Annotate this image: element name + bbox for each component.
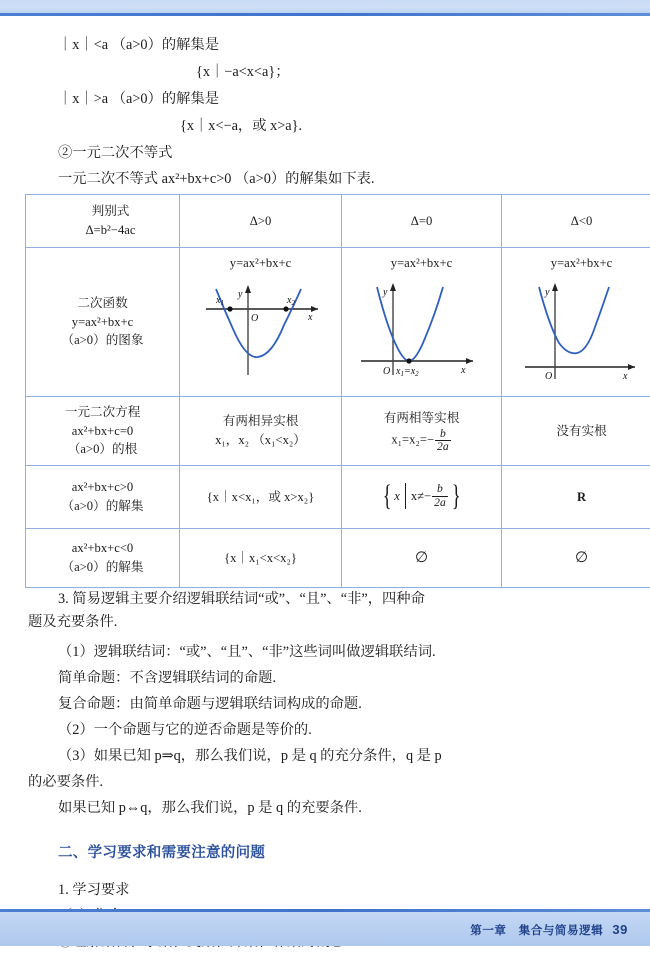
- cell-roots-delta-negative: 没有实根: [502, 397, 650, 466]
- label-quadratic-function-l2: y=ax²+bx+c: [28, 313, 177, 332]
- graph-equation-3: y=ax²+bx+c: [502, 254, 650, 273]
- label-y-axis-1: y: [237, 289, 243, 300]
- label-solution-gt-l2: （a>0）的解集: [28, 497, 177, 516]
- graph-equation-2: y=ax²+bx+c: [342, 254, 501, 273]
- root-point-double: [406, 358, 411, 363]
- label-x2: $x_2$: [286, 295, 295, 307]
- parabola-curve-2: [377, 287, 443, 361]
- label-origin-3: O: [545, 371, 552, 382]
- section-2-sub-1: 1. 学习要求: [58, 879, 129, 902]
- roots-equal-formula: [344, 428, 499, 453]
- intro-line-abs-lt: ｜x｜<a （a>0）的解集是: [58, 34, 219, 57]
- label-solution-lt-l1: ax²+bx+c<0: [28, 539, 177, 558]
- cell-solution-lt-negative: ∅: [502, 529, 650, 588]
- logic-p3-line2: 题及充要条件.: [28, 611, 628, 634]
- left-brace-icon: {: [383, 484, 392, 508]
- header-delta-positive: Δ>0: [180, 195, 342, 248]
- label-solution-gt-l1: ax²+bx+c>0: [28, 478, 177, 497]
- logic-paragraph-3: [28, 588, 628, 634]
- logic-item-1: （1）逻辑联结词：“或”、“且”、“非”这些词叫做逻辑联结词.: [58, 641, 436, 664]
- set-divider-bar: [405, 483, 406, 509]
- row-label-solution-gt: [26, 466, 180, 529]
- label-x1: $x_1$: [215, 295, 224, 307]
- root-point-x1: [227, 306, 232, 311]
- roots-distinct-formula: x₁，x₂ （x₁<x₂）: [182, 431, 339, 450]
- intro-quadratic-inequality-label: ②一元二次不等式: [58, 142, 172, 165]
- label-origin-1: O: [251, 313, 258, 324]
- fraction-numerator-b: b: [435, 428, 451, 441]
- logic-simple-proposition: 简单命题：不含逻辑联结词的命题.: [58, 667, 276, 690]
- x-axis-arrow-3: [628, 364, 635, 370]
- label-quadratic-function-l1: 二次函数: [28, 294, 177, 313]
- roots-equal-text: 有两相等实根: [344, 409, 499, 428]
- intro-table-lead-in: 一元二次不等式 ax²+bx+c>0 （a>0）的解集如下表.: [58, 168, 375, 191]
- cell-solution-gt-zero: [342, 466, 502, 529]
- label-origin-2: O: [383, 366, 390, 377]
- footer-chapter-title: 第一章 集合与简易逻辑: [470, 925, 603, 937]
- table-row-solution-lt: [26, 529, 650, 588]
- set-condition-prefix: x≠−: [411, 487, 431, 506]
- label-solution-lt-l2: （a>0）的解集: [28, 558, 177, 577]
- cell-solution-lt-positive: {x｜x₁<x<x₂}: [180, 529, 342, 588]
- parabola-graph-no-roots: [507, 275, 650, 383]
- cell-roots-delta-zero: [342, 397, 502, 466]
- header-discriminant-cell: [26, 195, 180, 248]
- logic-item-3-line3: 如果已知 p⇔q，那么我们说，p 是 q 的充要条件.: [58, 797, 362, 820]
- header-delta-zero: Δ=0: [342, 195, 502, 248]
- table-row-solution-gt: [26, 466, 650, 529]
- header-delta-negative: Δ<0: [502, 195, 650, 248]
- logic-compound-proposition: 复合命题：由简单命题与逻辑联结词构成的命题.: [58, 693, 362, 716]
- graph-cell-delta-negative: [502, 248, 650, 397]
- header-discriminant-label: 判别式: [44, 202, 177, 221]
- graph-equation-1: y=ax²+bx+c: [180, 254, 341, 273]
- fraction-b-over-2a-set: [432, 483, 448, 508]
- label-x-axis-1: x: [307, 312, 313, 323]
- table-row-quadratic-function: [26, 248, 650, 397]
- graph-cell-delta-positive: [180, 248, 342, 397]
- parabola-graph-two-roots: [186, 275, 336, 383]
- row-label-quadratic-function: [26, 248, 180, 397]
- quadratic-inequality-table-wrap: [25, 194, 625, 588]
- section-2-heading: 二、学习要求和需要注意的问题: [58, 841, 265, 862]
- x-axis-arrow-2: [466, 358, 473, 364]
- logic-item-2: （2）一个命题与它的逆否命题是等价的.: [58, 719, 312, 742]
- intro-solution-set-lt: {x｜−a<x<a}；: [196, 61, 290, 84]
- set-variable: x: [394, 487, 400, 506]
- cell-solution-gt-positive: {x｜x<x₁，或 x>x₂}: [180, 466, 342, 529]
- table-row-equation-roots: [26, 397, 650, 466]
- cell-solution-gt-negative: R: [502, 466, 650, 529]
- footer: [470, 922, 628, 938]
- intro-line-abs-gt: ｜x｜>a （a>0）的解集是: [58, 88, 219, 111]
- parabola-curve-3: [539, 287, 609, 353]
- root-point-x2: [283, 306, 288, 311]
- fraction-denominator-2a: 2a: [435, 441, 451, 453]
- cell-solution-lt-zero: ∅: [342, 529, 502, 588]
- label-quadratic-function-l3: （a>0）的图象: [28, 331, 177, 350]
- fraction-b-over-2a-roots: [435, 428, 451, 453]
- top-decorative-band: [0, 0, 650, 13]
- label-equation-l3: （a>0）的根: [28, 440, 177, 459]
- row-label-solution-lt: [26, 529, 180, 588]
- label-equation-l2: ax²+bx+c=0: [28, 422, 177, 441]
- label-double-root: $x_1=x_2$: [395, 366, 419, 378]
- roots-equal-prefix: x₁=x₂=−: [391, 432, 434, 446]
- label-equation-l1: 一元二次方程: [28, 403, 177, 422]
- label-x-axis-2: x: [460, 365, 466, 376]
- header-discriminant-formula: Δ=b²−4ac: [44, 221, 177, 240]
- fraction-denominator-2a-set: 2a: [432, 497, 448, 509]
- row-label-equation: [26, 397, 180, 466]
- y-axis-arrow-2: [390, 283, 396, 291]
- parabola-graph-double-root: [347, 275, 497, 383]
- table-row-header: [26, 195, 650, 248]
- right-brace-icon: }: [451, 484, 460, 508]
- footer-page-number: 39: [612, 922, 628, 937]
- logic-p3-line1: 3. 简易逻辑主要介绍逻辑联结词“或”、“且”、“非”，四种命: [28, 588, 628, 611]
- logic-item-3-line1: （3）如果已知 p⇒q，那么我们说，p 是 q 的充分条件，q 是 p: [58, 745, 442, 768]
- y-axis-arrow-1: [245, 285, 251, 293]
- logic-item-3-line2: 的必要条件.: [28, 771, 103, 794]
- cell-roots-delta-positive: [180, 397, 342, 466]
- label-x-axis-3: x: [622, 371, 628, 382]
- label-y-axis-3: y: [544, 287, 550, 298]
- roots-distinct-text: 有两相异实根: [182, 412, 339, 431]
- intro-solution-set-gt: {x｜x<−a，或 x>a}.: [180, 115, 302, 138]
- label-y-axis-2: y: [382, 287, 388, 298]
- quadratic-inequality-table: [25, 194, 650, 588]
- page-content: [0, 16, 650, 896]
- graph-cell-delta-zero: [342, 248, 502, 397]
- fraction-numerator-b-set: b: [432, 483, 448, 496]
- set-notation-exclude-vertex: [380, 483, 463, 509]
- y-axis-arrow-3: [552, 283, 558, 291]
